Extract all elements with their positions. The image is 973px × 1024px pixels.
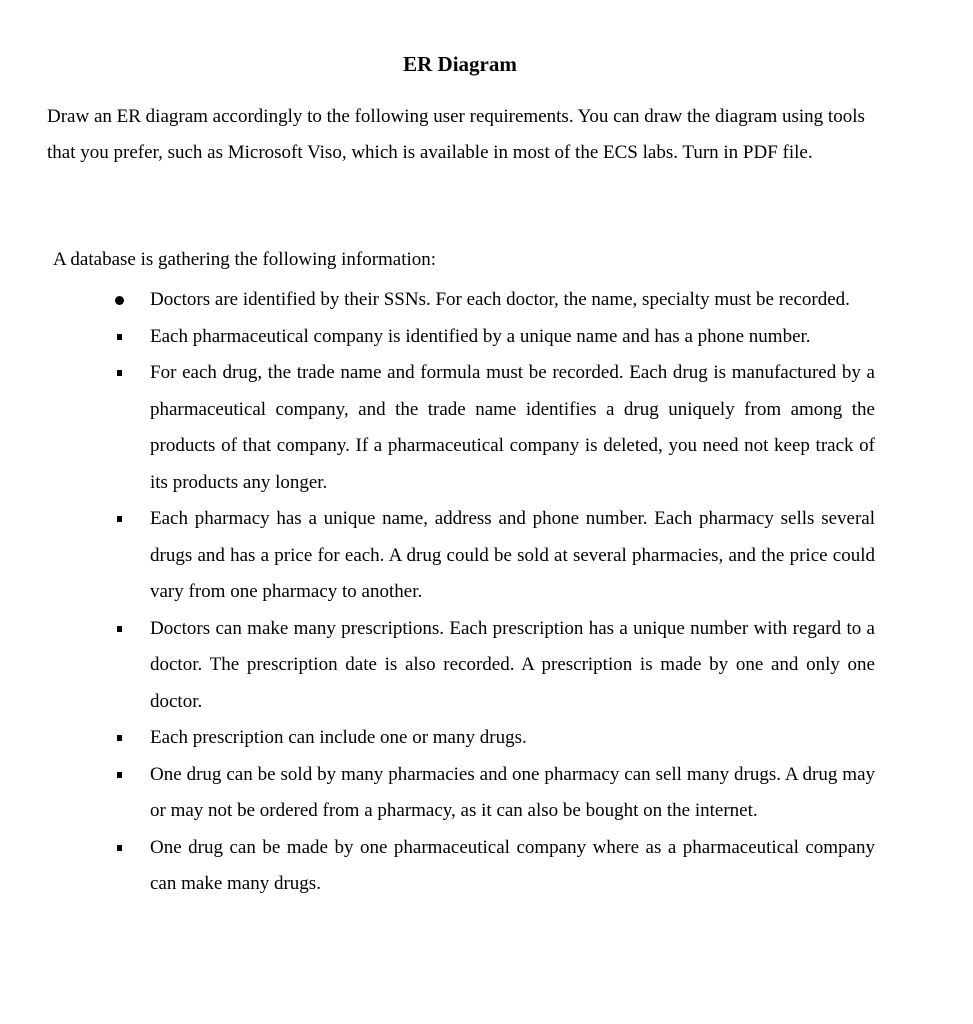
requirement-text: Doctors can make many prescriptions. Each prescription has a unique number with regard to a doctor. The prescription date is also recorded. A prescription is made by one and only one doctor.	[150, 617, 875, 712]
requirement-text: Doctors are identified by their SSNs. For each doctor, the name, specialty must be recorded.	[150, 289, 850, 310]
list-item	[110, 355, 875, 501]
list-item	[110, 757, 875, 830]
page-title: ER Diagram	[403, 52, 517, 76]
requirement-text: Each prescription can include one or many drugs.	[150, 727, 527, 748]
list-item	[110, 611, 875, 721]
requirement-text: One drug can be sold by many pharmacies and one pharmacy can sell many drugs. A drug may or may not be ordered from a pharmacy, as it can also be bought on the internet.	[150, 763, 875, 821]
list-item	[110, 282, 875, 319]
list-item	[110, 319, 875, 356]
requirement-text: One drug can be made by one pharmaceutical company where as a pharmaceutical company can make many drugs.	[150, 836, 875, 894]
list-item	[110, 720, 875, 757]
square-bullet-icon	[110, 355, 130, 392]
intro-text: Draw an ER diagram accordingly to the following user requirements. You can draw the diagram using tools that you prefer, such as Microsoft Viso, which is available in most of the ECS labs. Turn in PDF file.	[47, 106, 865, 163]
square-bullet-icon	[110, 501, 130, 538]
requirements-lead: A database is gathering the following information:	[53, 249, 437, 270]
requirement-text: Each pharmacy has a unique name, address and phone number. Each pharmacy sells several drugs and has a price for each. A drug could be sold at several pharmacies, and the price could vary from one pharmacy to another.	[150, 508, 875, 602]
list-item	[110, 830, 875, 903]
square-bullet-icon	[110, 757, 130, 794]
round-bullet-icon	[110, 282, 130, 319]
requirement-text: Each pharmaceutical company is identified by a unique name and has a phone number.	[150, 325, 811, 347]
square-bullet-icon	[110, 720, 130, 757]
requirements-list	[110, 282, 875, 903]
requirement-text: For each drug, the trade name and formula must be recorded. Each drug is manufactured by a pharmaceutical company, and the trade name identifies a drug uniquely from among the products of that company. If a pharmaceutical company is deleted, you need not keep track of its products any longer.	[150, 362, 875, 493]
intro-paragraph	[47, 99, 887, 171]
square-bullet-icon	[110, 830, 130, 867]
square-bullet-icon	[110, 611, 130, 648]
square-bullet-icon	[110, 319, 130, 356]
list-item	[110, 501, 875, 611]
